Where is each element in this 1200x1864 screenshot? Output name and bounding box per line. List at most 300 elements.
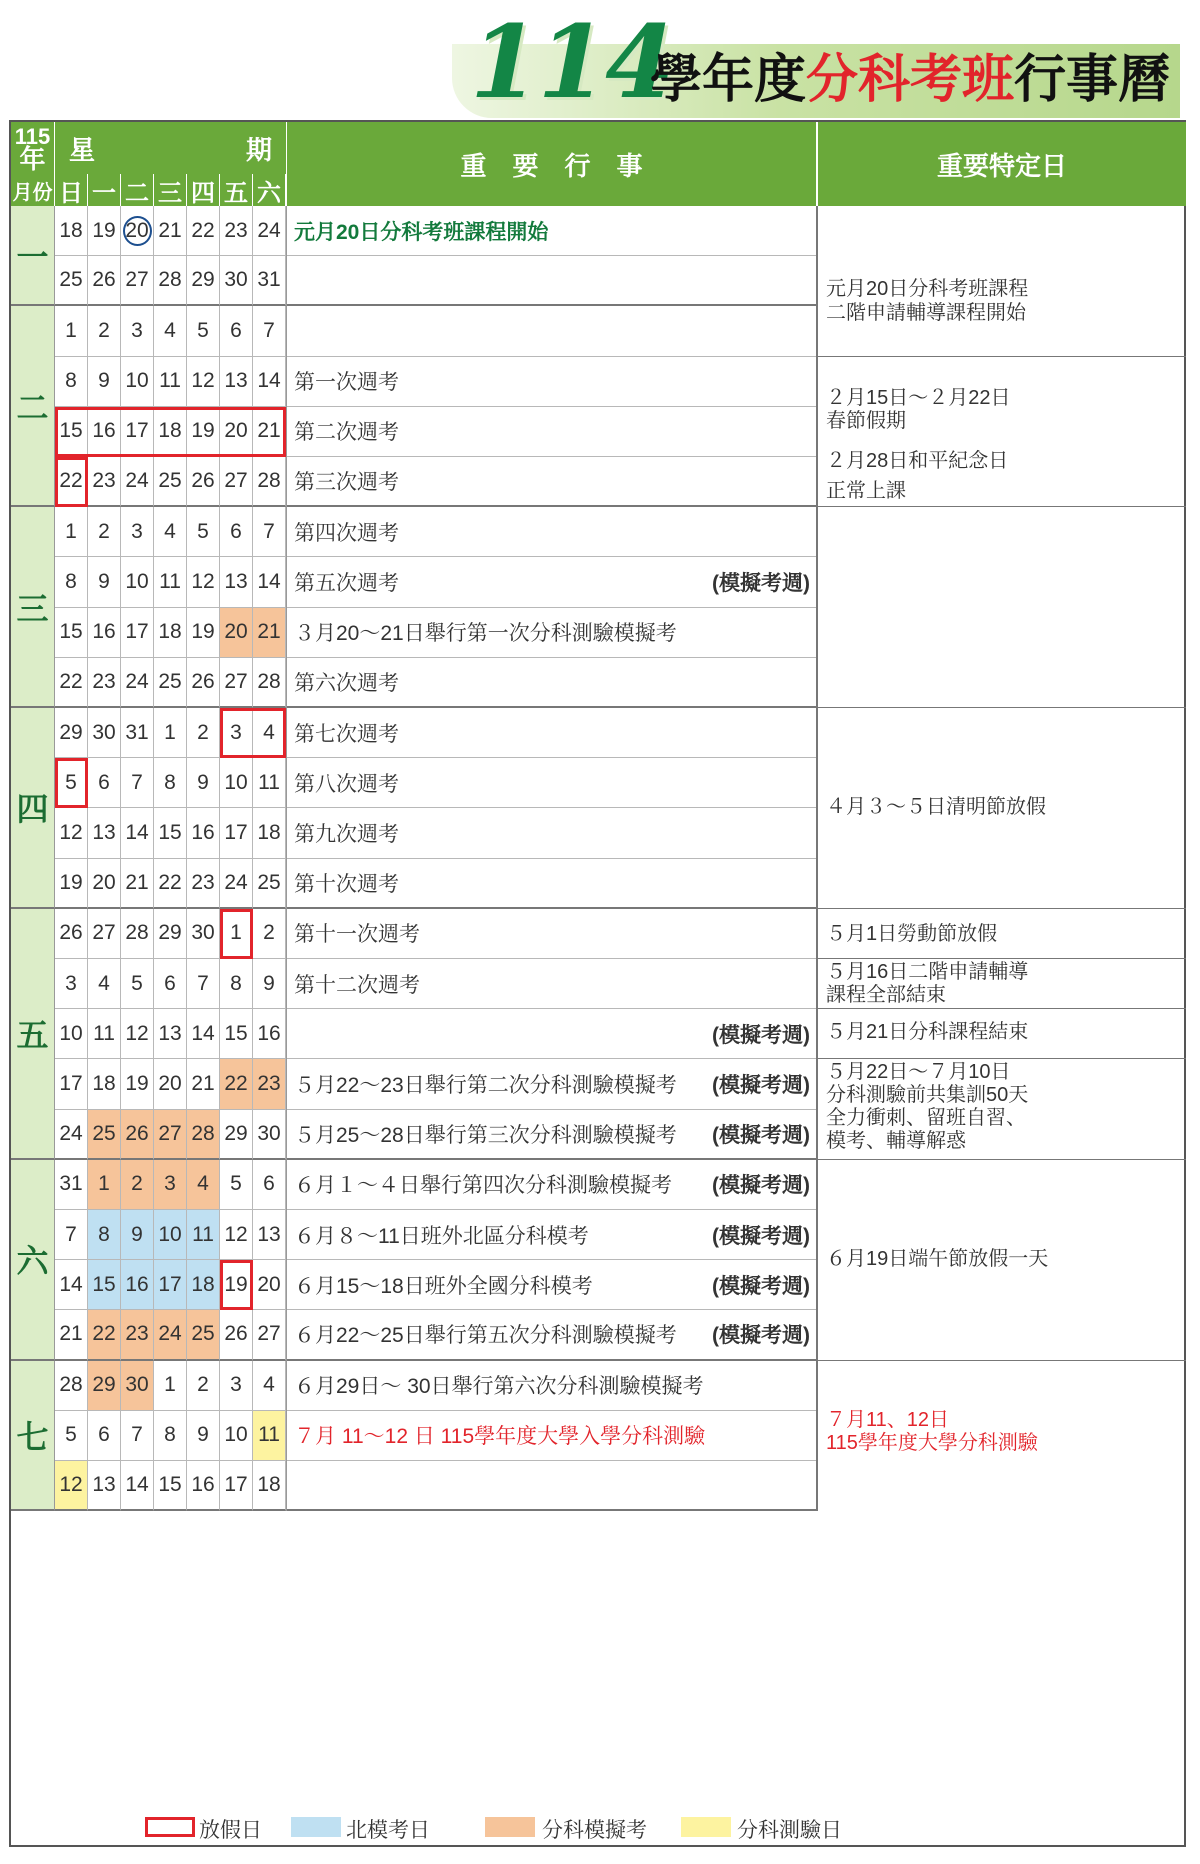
event-row (286, 909, 816, 959)
event-row (286, 1310, 816, 1360)
day-cell: 2 (253, 909, 286, 959)
special-day-line: 課程全部結束 (826, 984, 946, 1006)
day-cell: 7 (187, 959, 220, 1009)
month-cell: 二 (11, 306, 55, 507)
event-text: ５月22～23日舉行第二次分科測驗模擬考 (294, 1073, 677, 1097)
event-text: 第十二次週考 (294, 973, 420, 997)
day-cell: 20 (88, 859, 121, 909)
special-day-block (818, 206, 1186, 357)
day-cell: 15 (88, 1260, 121, 1310)
event-row (286, 306, 816, 356)
special-day-line: ２月28日和平紀念日 (826, 449, 1009, 472)
day-cell: 27 (253, 1310, 286, 1360)
day-cell: 15 (55, 608, 88, 658)
day-cell: 16 (88, 407, 121, 457)
day-cell: 10 (154, 1210, 187, 1260)
title-part-3: 行事曆 (1014, 49, 1171, 110)
legend-label: 分科測驗日 (737, 1819, 842, 1842)
header-special-title: 重要特定日 (816, 122, 1186, 206)
day-cell: 19 (187, 407, 220, 457)
day-cell: 10 (220, 1411, 253, 1461)
day-cell: 12 (187, 557, 220, 607)
event-text: ６月８～11日班外北區分科模考 (294, 1224, 589, 1248)
header-week-2: 期 (245, 134, 272, 165)
day-cell: 28 (55, 1361, 88, 1411)
day-cell: 20 (220, 407, 253, 457)
day-cell: 21 (154, 206, 187, 256)
day-cell: 4 (253, 708, 286, 758)
day-cell: 21 (187, 1059, 220, 1109)
month-cell: 四 (11, 708, 55, 909)
day-cell: 29 (220, 1110, 253, 1160)
day-cell: 19 (55, 859, 88, 909)
day-cell: 13 (220, 357, 253, 407)
day-cell: 23 (253, 1059, 286, 1109)
day-cell: 5 (187, 306, 220, 356)
day-cell: 29 (187, 256, 220, 306)
day-cell: 15 (154, 808, 187, 858)
day-cell: 3 (220, 708, 253, 758)
special-day-line: ５月1日勞動節放假 (826, 922, 998, 945)
day-cell: 24 (121, 457, 154, 507)
header-weekday: 日 (55, 174, 88, 206)
legend-label: 北模考日 (346, 1819, 430, 1842)
day-cell: 18 (253, 808, 286, 858)
day-cell: 6 (220, 306, 253, 356)
event-text: 第八次週考 (294, 772, 399, 796)
day-cell: 2 (88, 306, 121, 356)
day-cell: 24 (220, 859, 253, 909)
day-cell: 8 (55, 357, 88, 407)
day-cell: 21 (253, 608, 286, 658)
special-day-line: 二階申請輔導課程開始 (826, 302, 1026, 324)
day-cell: 27 (220, 457, 253, 507)
event-row (286, 557, 816, 607)
event-row (286, 1411, 816, 1461)
day-cell: 23 (187, 859, 220, 909)
day-cell: 9 (187, 758, 220, 808)
event-text: 第七次週考 (294, 722, 399, 746)
day-cell: 15 (154, 1461, 187, 1511)
special-day-block (818, 1009, 1186, 1059)
day-cell: 5 (55, 758, 88, 808)
day-cell: 29 (55, 708, 88, 758)
title-year: 114 (470, 3, 673, 121)
day-cell: 17 (121, 608, 154, 658)
day-cell: 31 (55, 1160, 88, 1210)
event-text: ７月 11～12 日 115學年度大學入學分科測驗 (294, 1425, 706, 1449)
day-cell: 26 (55, 909, 88, 959)
day-cell: 30 (220, 256, 253, 306)
event-row (286, 407, 816, 457)
special-day-line: ４月３～５日清明節放假 (826, 796, 1046, 818)
day-cell: 4 (187, 1160, 220, 1210)
mock-week-tag: (模擬考週) (712, 1073, 810, 1097)
day-cell: 20 (253, 1260, 286, 1310)
event-text: 第一次週考 (294, 371, 399, 395)
event-text: 第五次週考 (294, 571, 399, 595)
day-cell: 20 (154, 1059, 187, 1109)
day-cell: 15 (55, 407, 88, 457)
event-text: 第二次週考 (294, 421, 399, 445)
special-day-block (818, 959, 1186, 1009)
day-cell: 9 (88, 357, 121, 407)
day-cell: 1 (154, 708, 187, 758)
day-cell: 25 (154, 457, 187, 507)
day-cell: 25 (154, 658, 187, 708)
day-cell: 13 (154, 1009, 187, 1059)
day-cell: 20 (121, 206, 154, 256)
day-cell: 29 (154, 909, 187, 959)
day-cell: 26 (187, 658, 220, 708)
day-cell: 29 (88, 1361, 121, 1411)
event-row (286, 1059, 816, 1109)
day-cell: 19 (88, 206, 121, 256)
day-cell: 22 (220, 1059, 253, 1109)
day-cell: 9 (88, 557, 121, 607)
special-day-line: 正常上課 (826, 479, 906, 502)
day-cell: 13 (88, 808, 121, 858)
day-cell: 4 (253, 1361, 286, 1411)
day-cell: 25 (88, 1110, 121, 1160)
day-cell: 8 (154, 1411, 187, 1461)
day-cell: 14 (121, 808, 154, 858)
day-cell: 5 (187, 507, 220, 557)
day-cell: 14 (253, 557, 286, 607)
day-cell: 17 (220, 1461, 253, 1511)
day-cell: 10 (55, 1009, 88, 1059)
day-cell: 16 (187, 808, 220, 858)
day-cell: 27 (121, 256, 154, 306)
event-row (286, 608, 816, 658)
day-cell: 13 (88, 1461, 121, 1511)
day-cell: 9 (187, 1411, 220, 1461)
day-cell: 8 (88, 1210, 121, 1260)
day-cell: 2 (121, 1160, 154, 1210)
header-weekday: 二 (121, 174, 154, 206)
day-cell: 19 (220, 1260, 253, 1310)
day-cell: 25 (55, 256, 88, 306)
mock-week-tag: (模擬考週) (712, 1224, 810, 1248)
day-cell: 26 (220, 1310, 253, 1360)
special-day-line: 分科測驗前共集訓50天 (826, 1084, 1029, 1107)
special-day-line: 模考、輔導解惑 (826, 1130, 966, 1153)
special-day-block (818, 357, 1186, 508)
event-text: 元月20日分科考班課程開始 (294, 220, 549, 244)
day-cell: 28 (154, 256, 187, 306)
day-cell: 18 (55, 206, 88, 256)
event-row (286, 808, 816, 858)
header-year-label: 115 (14, 124, 51, 149)
day-cell: 28 (187, 1110, 220, 1160)
event-text: ３月20～21日舉行第一次分科測驗模擬考 (294, 622, 677, 646)
day-cell: 1 (88, 1160, 121, 1210)
day-cell: 16 (187, 1461, 220, 1511)
event-row (286, 507, 816, 557)
day-cell: 19 (187, 608, 220, 658)
special-day-block (818, 708, 1186, 909)
special-day-line: 全力衝刺、留班自習、 (826, 1107, 1026, 1130)
days-column-divider (286, 206, 287, 1511)
title-part-2: 分科考班 (806, 49, 1015, 110)
event-text: ６月29日～ 30日舉行第六次分科測驗模擬考 (294, 1375, 704, 1399)
month-cell: 七 (11, 1361, 55, 1512)
day-cell: 18 (88, 1059, 121, 1109)
day-cell: 11 (253, 1411, 286, 1461)
day-cell: 2 (88, 507, 121, 557)
day-cell: 3 (154, 1160, 187, 1210)
day-cell: 12 (220, 1210, 253, 1260)
event-text: 第六次週考 (294, 671, 399, 695)
legend-label: 分科模擬考 (542, 1819, 647, 1842)
month-cell: 三 (11, 507, 55, 708)
event-row (286, 959, 816, 1009)
event-row (286, 859, 816, 909)
day-cell: 21 (55, 1310, 88, 1360)
title-part-1: 學年度 (650, 49, 807, 110)
event-row (286, 658, 816, 708)
event-row (286, 1210, 816, 1260)
special-day-block (818, 1361, 1186, 1512)
event-row (286, 1009, 816, 1059)
header-weekday: 三 (154, 174, 187, 206)
day-cell: 17 (154, 1260, 187, 1310)
date-circle-marker (123, 216, 152, 246)
special-day-block (818, 909, 1186, 959)
mock-week-tag: (模擬考週) (712, 1023, 810, 1047)
day-cell: 30 (187, 909, 220, 959)
day-cell: 6 (253, 1160, 286, 1210)
day-cell: 17 (121, 407, 154, 457)
day-cell: 14 (187, 1009, 220, 1059)
event-row (286, 1260, 816, 1310)
day-cell: 6 (154, 959, 187, 1009)
day-cell: 25 (187, 1310, 220, 1360)
day-cell: 24 (253, 206, 286, 256)
month-cell: 一 (11, 206, 55, 306)
special-day-block (818, 1059, 1186, 1159)
mock-week-tag: (模擬考週) (712, 1274, 810, 1298)
day-cell: 17 (220, 808, 253, 858)
event-row (286, 1461, 816, 1511)
day-cell: 23 (88, 658, 121, 708)
day-cell: 8 (154, 758, 187, 808)
day-cell: 10 (121, 357, 154, 407)
day-cell: 26 (121, 1110, 154, 1160)
day-cell: 24 (154, 1310, 187, 1360)
day-cell: 23 (88, 457, 121, 507)
header-weekday: 四 (187, 174, 220, 206)
day-cell: 26 (187, 457, 220, 507)
day-cell: 12 (55, 1461, 88, 1511)
day-cell: 2 (187, 708, 220, 758)
day-cell: 15 (220, 1009, 253, 1059)
special-day-line: ５月21日分科課程結束 (826, 1021, 1029, 1044)
header-week-row (55, 122, 286, 174)
special-day-line: ６月19日端午節放假一天 (826, 1247, 1049, 1270)
day-cell: 3 (55, 959, 88, 1009)
day-cell: 20 (220, 608, 253, 658)
day-cell: 28 (253, 457, 286, 507)
special-day-line: 春節假期 (826, 409, 906, 432)
special-day-line: 元月20日分科考班課程 (826, 278, 1029, 300)
event-row (286, 357, 816, 407)
day-cell: 22 (55, 457, 88, 507)
day-cell: 3 (121, 507, 154, 557)
day-cell: 19 (121, 1059, 154, 1109)
header-weekday: 五 (220, 174, 253, 206)
day-cell: 27 (88, 909, 121, 959)
legend-label: 放假日 (199, 1819, 262, 1842)
header-week-1: 星 (69, 134, 96, 165)
day-cell: 8 (220, 959, 253, 1009)
special-day-block (818, 1160, 1186, 1361)
day-cell: 22 (154, 859, 187, 909)
day-cell: 11 (154, 557, 187, 607)
header-year-cell (11, 122, 55, 174)
mock-week-tag: (模擬考週) (712, 1123, 810, 1147)
event-text: ６月15～18日班外全國分科模考 (294, 1274, 593, 1298)
event-row (286, 457, 816, 507)
day-cell: 4 (88, 959, 121, 1009)
day-cell: 7 (253, 306, 286, 356)
event-row (286, 1361, 816, 1411)
mock-week-tag: (模擬考週) (712, 1174, 810, 1198)
event-text: 第三次週考 (294, 471, 399, 495)
special-day-line: 115學年度大學分科測驗 (826, 1431, 1038, 1454)
day-cell: 18 (187, 1260, 220, 1310)
day-cell: 7 (253, 507, 286, 557)
month-cell: 五 (11, 909, 55, 1160)
header-month-label: 月份 (11, 174, 55, 206)
legend-swatch-yellow (681, 1817, 731, 1837)
day-cell: 5 (121, 959, 154, 1009)
day-cell: 24 (121, 658, 154, 708)
day-cell: 22 (55, 658, 88, 708)
event-text: ５月25～28日舉行第三次分科測驗模擬考 (294, 1123, 677, 1147)
day-cell: 14 (121, 1461, 154, 1511)
day-cell: 7 (55, 1210, 88, 1260)
event-row (286, 256, 816, 306)
day-cell: 1 (220, 909, 253, 959)
page-title (650, 48, 1170, 112)
legend-swatch-blue (291, 1817, 341, 1837)
day-cell: 23 (121, 1310, 154, 1360)
day-cell: 13 (253, 1210, 286, 1260)
day-cell: 25 (253, 859, 286, 909)
day-cell: 5 (55, 1411, 88, 1461)
day-cell: 4 (154, 306, 187, 356)
day-cell: 22 (88, 1310, 121, 1360)
header-weekday: 一 (88, 174, 121, 206)
day-cell: 7 (121, 1411, 154, 1461)
event-row (286, 758, 816, 808)
day-cell: 16 (253, 1009, 286, 1059)
day-cell: 2 (187, 1361, 220, 1411)
day-cell: 21 (121, 859, 154, 909)
day-cell: 16 (88, 608, 121, 658)
day-cell: 31 (121, 708, 154, 758)
day-cell: 28 (253, 658, 286, 708)
day-cell: 8 (55, 557, 88, 607)
event-row (286, 708, 816, 758)
day-cell: 11 (154, 357, 187, 407)
calendar-grid (9, 120, 1186, 1847)
day-cell: 5 (220, 1160, 253, 1210)
day-cell: 18 (154, 407, 187, 457)
day-cell: 22 (187, 206, 220, 256)
day-cell: 27 (220, 658, 253, 708)
day-cell: 18 (253, 1461, 286, 1511)
day-cell: 10 (220, 758, 253, 808)
day-cell: 30 (121, 1361, 154, 1411)
day-cell: 28 (121, 909, 154, 959)
event-text: 第四次週考 (294, 521, 399, 545)
header-year-suffix: 年 (19, 144, 46, 174)
day-cell: 21 (253, 407, 286, 457)
day-cell: 30 (88, 708, 121, 758)
event-text: 第九次週考 (294, 822, 399, 846)
month-cell: 六 (11, 1160, 55, 1361)
day-cell: 30 (253, 1110, 286, 1160)
special-day-line: ２月15日～２月22日 (826, 386, 1011, 409)
day-cell: 6 (220, 507, 253, 557)
day-cell: 3 (121, 306, 154, 356)
day-cell: 6 (88, 758, 121, 808)
special-day-line: ５月22日～７月10日 (826, 1061, 1011, 1084)
event-text: 第十次週考 (294, 872, 399, 896)
day-cell: 12 (187, 357, 220, 407)
event-text: ６月１～４日舉行第四次分科測驗模擬考 (294, 1174, 672, 1198)
day-cell: 7 (121, 758, 154, 808)
day-cell: 26 (88, 256, 121, 306)
day-cell: 1 (55, 306, 88, 356)
day-cell: 3 (220, 1361, 253, 1411)
mock-week-tag: (模擬考週) (712, 571, 810, 595)
day-cell: 14 (253, 357, 286, 407)
day-cell: 13 (220, 557, 253, 607)
event-text: 第十一次週考 (294, 923, 420, 947)
special-day-line: ７月11、12日 (826, 1408, 950, 1431)
day-cell: 11 (187, 1210, 220, 1260)
event-row (286, 1110, 816, 1160)
day-cell: 6 (88, 1411, 121, 1461)
event-row (286, 206, 816, 256)
day-cell: 11 (253, 758, 286, 808)
day-cell: 27 (154, 1110, 187, 1160)
day-cell: 14 (55, 1260, 88, 1310)
legend-swatch-holiday (145, 1817, 195, 1837)
mock-week-tag: (模擬考週) (712, 1324, 810, 1348)
day-cell: 24 (55, 1110, 88, 1160)
header-events-title: 重 要 行 事 (286, 122, 816, 206)
special-day-line: ５月16日二階申請輔導 (826, 961, 1029, 983)
day-cell: 12 (121, 1009, 154, 1059)
event-text: ６月22～25日舉行第五次分科測驗模擬考 (294, 1324, 677, 1348)
day-cell: 9 (121, 1210, 154, 1260)
day-cell: 1 (55, 507, 88, 557)
legend-swatch-orange (485, 1817, 535, 1837)
day-cell: 11 (88, 1009, 121, 1059)
day-cell: 1 (154, 1361, 187, 1411)
header-weekday: 六 (253, 174, 286, 206)
day-cell: 12 (55, 808, 88, 858)
day-cell: 17 (55, 1059, 88, 1109)
day-cell: 16 (121, 1260, 154, 1310)
event-row (286, 1160, 816, 1210)
day-cell: 23 (220, 206, 253, 256)
special-day-block (818, 507, 1186, 708)
